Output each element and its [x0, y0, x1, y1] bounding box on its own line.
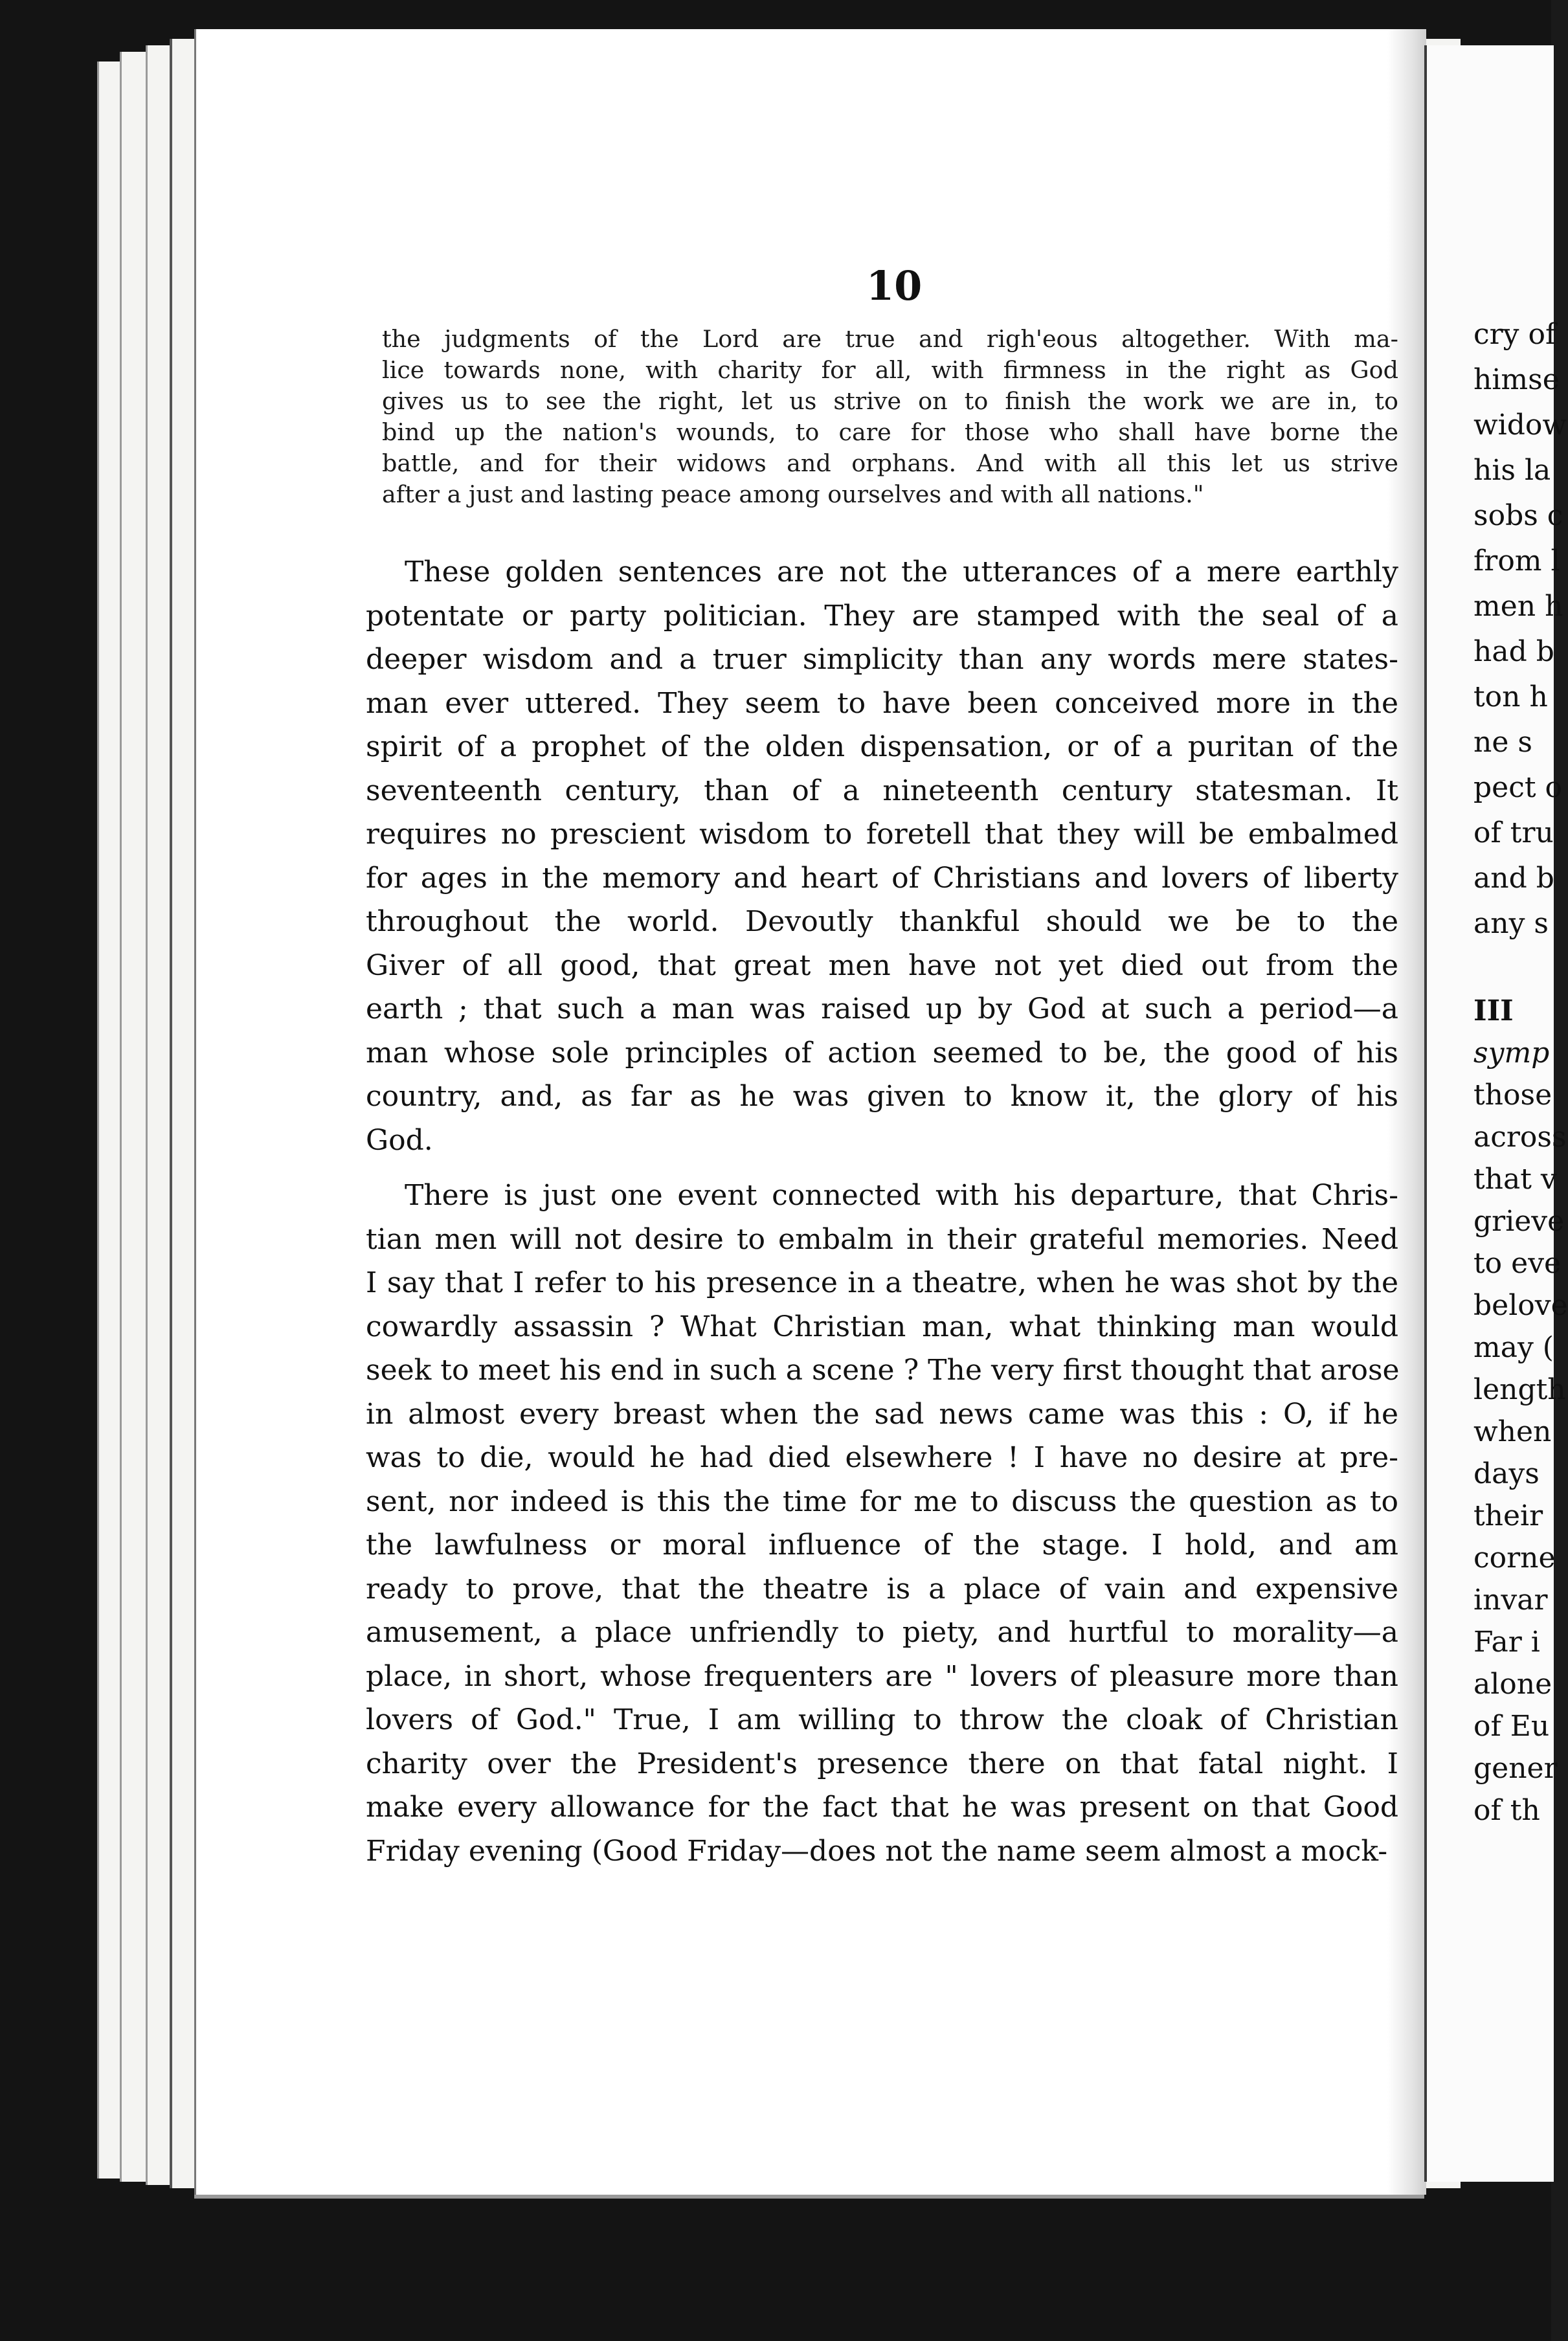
text-line: for ages in the memory and heart of Christians and lovers of liberty — [366, 861, 1398, 895]
facing-text-fragment: belove — [1473, 1289, 1568, 1322]
text-line: place, in short, whose frequenters are " lovers of pleasure more than — [366, 1659, 1398, 1693]
quote-line: battle, and for their widows and orphans. And with all this let us strive — [382, 449, 1398, 477]
text-line: the lawfulness or moral influence of the stage. I hold, and am — [366, 1529, 1398, 1562]
text-line: charity over the President's presence there on that fatal night. I — [366, 1747, 1398, 1780]
facing-text-fragment: of th — [1473, 1794, 1540, 1827]
text-line: lovers of God." True, I am willing to throw the cloak of Christian — [366, 1703, 1398, 1736]
facing-text-fragment: alone — [1473, 1668, 1552, 1701]
facing-text-fragment: days — [1473, 1457, 1540, 1490]
paragraph — [366, 1174, 1398, 1873]
facing-text-fragment: to eve — [1473, 1247, 1562, 1280]
facing-text-fragment: grieve — [1473, 1205, 1565, 1238]
text-line: Giver of all good, that great men have not yet died out from the — [366, 948, 1398, 982]
body-text — [366, 550, 1398, 1873]
text-line: sent, nor indeed is this the time for me to discuss the question as to — [366, 1484, 1398, 1518]
quotation-block — [382, 324, 1398, 510]
facing-text-fragment: invar — [1473, 1584, 1548, 1617]
text-line: man ever uttered. They seem to have been conceived more in the — [366, 686, 1398, 720]
text-line: cowardly assassin ? What Christian man, what thinking man would — [366, 1310, 1398, 1343]
facing-text-fragment: of tru — [1473, 816, 1554, 849]
facing-text-fragment: that v — [1473, 1163, 1557, 1196]
text-line: seek to meet his end in such a scene ? The very first thought that arose — [366, 1354, 1400, 1387]
facing-text-fragment: from l — [1473, 544, 1560, 577]
facing-text-fragment: of Eu — [1473, 1710, 1550, 1743]
text-line: God. — [366, 1123, 433, 1157]
text-line: potentate or party politician. They are stamped with the seal of a — [366, 599, 1398, 633]
text-line: requires no prescient wisdom to foretell that they will be embalmed — [366, 818, 1398, 851]
text-line: in almost every breast when the sad news came was this : O, if he — [366, 1397, 1398, 1431]
text-line: spirit of a prophet of the olden dispensation, or of a puritan of the — [366, 730, 1398, 763]
facing-text-fragment: sobs c — [1473, 499, 1563, 532]
facing-text-fragment: corne — [1473, 1541, 1556, 1574]
quote-line: bind up the nation's wounds, to care for those who shall have borne the — [382, 418, 1398, 446]
page-bottom-edge — [194, 2195, 1424, 2199]
text-line: man whose sole principles of action seemed to be, the good of his — [366, 1036, 1398, 1070]
facing-page — [1424, 45, 1568, 2182]
facing-text-fragment: himse — [1473, 363, 1560, 396]
text-line: ready to prove, that the theatre is a place of vain and expensive — [366, 1572, 1398, 1606]
facing-text-fragment: and b — [1473, 862, 1554, 895]
facing-text-fragment: across — [1473, 1121, 1567, 1154]
facing-text-fragment: Far i — [1473, 1626, 1540, 1659]
text-line: These golden sentences are not the utterances of a mere earthly — [405, 555, 1398, 588]
quote-line: gives us to see the right, let us strive on to finish the work we are in, to — [382, 387, 1398, 415]
text-line: Friday evening (Good Friday—does not the name seem almost a mock- — [366, 1834, 1388, 1868]
facing-text-fragment: had b — [1473, 635, 1554, 668]
paragraph-gap — [366, 1162, 1398, 1174]
text-line: amusement, a place unfriendly to piety, and hurtful to morality—a — [366, 1616, 1398, 1649]
facing-text-fragment: when — [1473, 1415, 1552, 1448]
text-line: deeper wisdom and a truer simplicity than any words mere states- — [366, 643, 1398, 676]
facing-text-fragment: gener — [1473, 1752, 1558, 1785]
facing-text-fragment: length — [1473, 1373, 1566, 1406]
quote-line: after a just and lasting peace among ourselves and with all nations." — [382, 480, 1204, 508]
facing-text-fragment: his la — [1473, 454, 1551, 487]
facing-text-fragment: may ( — [1473, 1331, 1554, 1364]
text-line: make every allowance for the fact that he was present on that Good — [366, 1791, 1398, 1824]
facing-text-fragment: men h — [1473, 590, 1563, 623]
facing-text-fragment: cry of — [1473, 318, 1556, 351]
facing-text-fragment: ne s — [1473, 726, 1532, 759]
text-line: seventeenth century, than of a nineteenth century statesman. It — [366, 774, 1398, 807]
paragraph — [366, 550, 1398, 1162]
facing-text-fragment: III — [1473, 994, 1514, 1027]
facing-text-fragment: symp — [1473, 1036, 1550, 1070]
facing-text-fragment: widow — [1473, 409, 1567, 442]
quote-line: the judgments of the Lord are true and righ'eous altogether. With ma- — [382, 325, 1398, 353]
text-line: I say that I refer to his presence in a theatre, when he was shot by the — [366, 1266, 1398, 1299]
facing-text-fragment: ton h — [1473, 680, 1548, 713]
text-line: There is just one event connected with his departure, that Chris- — [405, 1179, 1398, 1212]
text-line: was to die, would he had died elsewhere ! I have no desire at pre- — [366, 1441, 1398, 1474]
text-line: tian men will not desire to embalm in their grateful memories. Need — [366, 1222, 1398, 1256]
facing-text-fragment: pect o — [1473, 771, 1563, 804]
quote-line: lice towards none, with charity for all, with firmness in the right as God — [382, 356, 1398, 384]
page-number: 10 — [866, 262, 923, 309]
text-line: throughout the world. Devoutly thankful should we be to the — [366, 905, 1398, 938]
facing-text-fragment: those — [1473, 1079, 1552, 1112]
facing-text-fragment: their — [1473, 1499, 1543, 1532]
facing-text-fragment: any s — [1473, 907, 1549, 940]
text-line: earth ; that such a man was raised up by God at such a period—a — [366, 992, 1398, 1025]
text-line: country, and, as far as he was given to know it, the glory of his — [366, 1080, 1398, 1113]
